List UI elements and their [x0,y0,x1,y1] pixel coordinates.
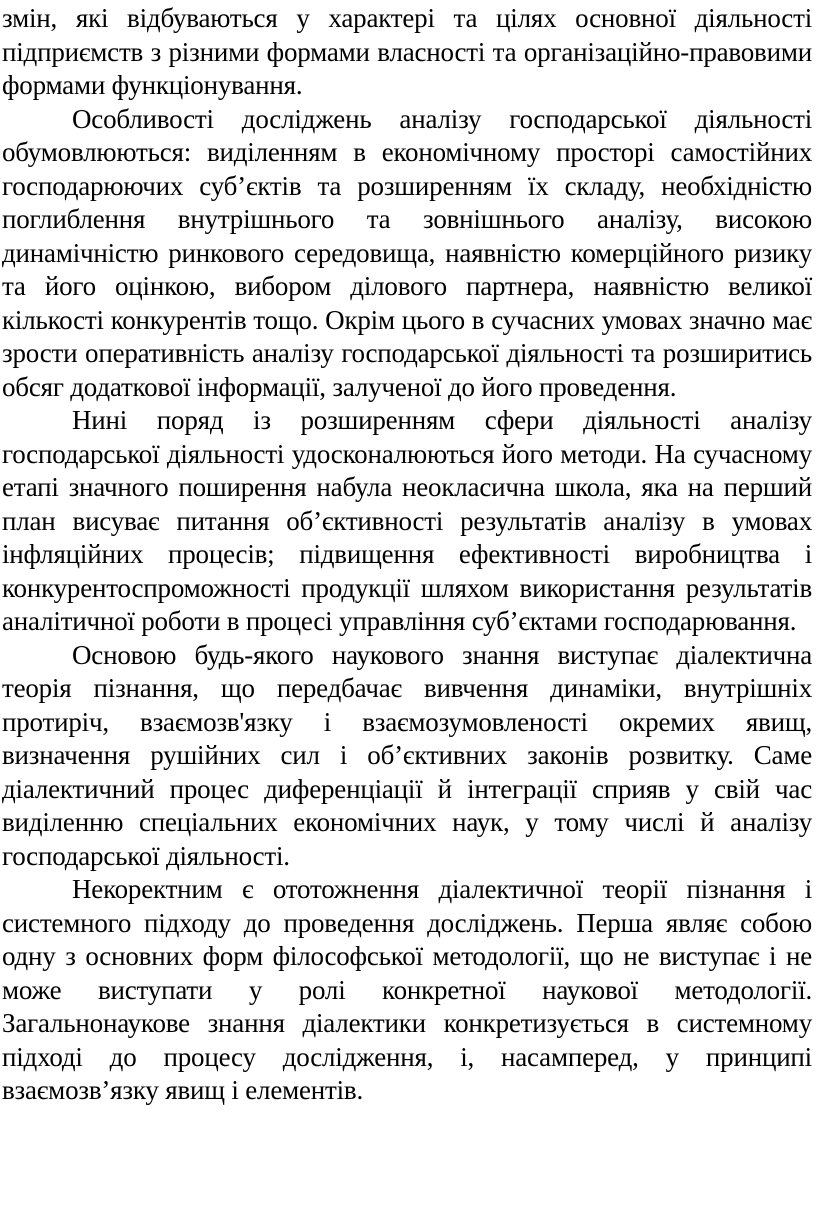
paragraph-continuation: змін, які відбуваються у характері та цілях основної діяльності підприємств з різними формами власності та організаційно-правовими формами функціонування. [2,3,812,100]
document-page [2,2,812,1108]
paragraph-systems-approach: Некоректним є ототожнення діалектичної теорії пізнання і системного підходу до проведення досліджень. Перша являє собою одну з основних форм філософської методології, що не виступає і не може виступати у ролі конкретної наукової методології. Загальнонаукове знання діалектики конкретизується в системному підході до процесу дослідження, і, насамперед, у принципі взаємозв’язку явищ і елементів. [2,874,812,1105]
paragraph-neoclassical-school: Нині поряд із розширенням сфери діяльності аналізу господарської діяльності удосконалюються його методи. На сучасному етапі значного поширення набула неокласична школа, яка на перший план висуває питання об’єктивності результатів аналізу в умовах інфляційних процесів; підвищення ефективності виробництва і конкурентоспроможності продукції шляхом використання результатів аналітичної роботи в процесі управління суб’єктами господарювання. [2,405,812,636]
paragraph-analysis-features: Особливості досліджень аналізу господарської діяльності обумовлюються: виділенням в економічному просторі самостійних господарюючих суб’єктів та розширенням їх складу, необхідністю поглиблення внутрішнього та зовнішнього аналізу, високою динамічністю ринкового середовища, наявністю комерційного ризику та його оцінкою, вибором ділового партнера, наявністю великої кількості конкурентів тощо. Окрім цього в сучасних умовах значно має зрости оперативність аналізу господарської діяльності та розширитись обсяг додаткової інформації, залученої до його проведення. [2,103,812,402]
paragraph-dialectical-theory: Основою будь-якого наукового знання виступає діалектична теорія пізнання, що передбачає вивчення динаміки, внутрішніх протиріч, взаємозв'язку і взаємозумовленості окремих явищ, визначення рушійних сил і об’єктивних законів розвитку. Саме діалектичний процес диференціації й інтеграції сприяв у свій час виділенню спеціальних економічних наук, у тому числі й аналізу господарської діяльності. [2,639,812,871]
